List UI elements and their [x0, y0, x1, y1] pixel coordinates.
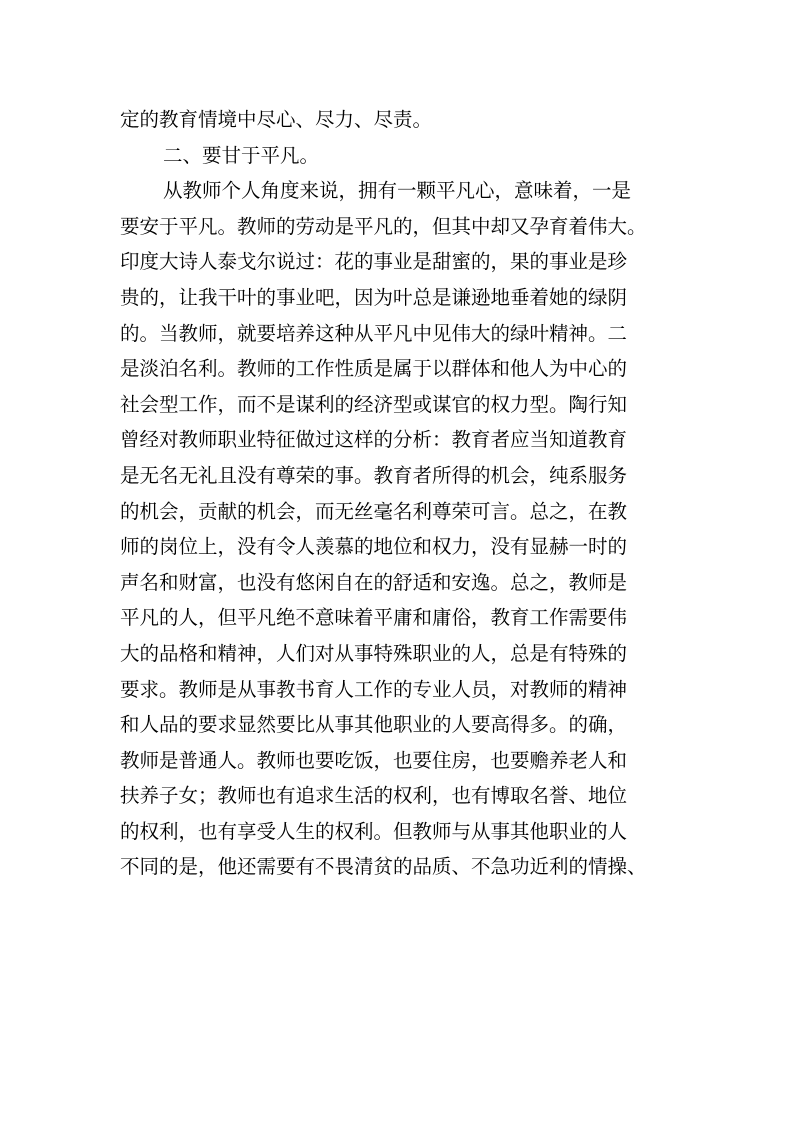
- text-line: 定的教育情境中尽心、尽力、尽责。: [120, 108, 433, 131]
- text-line: 扶养子女；教师也有追求生活的权利，也有博取名誉、地位: [120, 784, 628, 808]
- text-line: 从教师个人角度来说，拥有一颗平凡心，意味着，一是: [163, 179, 632, 203]
- text-line: 曾经对教师职业特征做过这样的分析：教育者应当知道教育: [120, 428, 628, 452]
- text-line: 要求。教师是从事教书育人工作的专业人员，对教师的精神: [120, 677, 628, 701]
- text-line: 的机会，贡献的机会，而无丝毫名利尊荣可言。总之，在教: [120, 499, 628, 523]
- text-line: 师的岗位上，没有令人羡慕的地位和权力，没有显赫一时的: [120, 535, 628, 559]
- text-line: 教师是普通人。教师也要吃饭，也要住房，也要赡养老人和: [120, 748, 628, 772]
- text-line: 社会型工作，而不是谋利的经济型或谋官的权力型。陶行知: [120, 392, 628, 416]
- text-line: 是淡泊名利。教师的工作性质是属于以群体和他人为中心的: [120, 357, 628, 381]
- section-heading: 二、要甘于平凡。: [163, 143, 320, 167]
- body-text: [120, 102, 680, 885]
- text-line: 的。当教师，就要培养这种从平凡中见伟大的绿叶精神。二: [120, 321, 628, 345]
- text-line: 要安于平凡。教师的劳动是平凡的，但其中却又孕育着伟大。: [120, 214, 647, 238]
- text-line: 平凡的人，但平凡绝不意味着平庸和庸俗，教育工作需要伟: [120, 606, 628, 630]
- text-line: 大的品格和精神，人们对从事特殊职业的人，总是有特殊的: [120, 641, 628, 665]
- text-line: 的权利，也有享受人生的权利。但教师与从事其他职业的人: [120, 819, 628, 843]
- text-line: 和人品的要求显然要比从事其他职业的人要高得多。的确，: [120, 713, 628, 737]
- text-line: 不同的是，他还需要有不畏清贫的品质、不急功近利的情操、: [120, 855, 647, 879]
- text-line: 是无名无礼且没有尊荣的事。教育者所得的机会，纯系服务: [120, 463, 628, 487]
- text-line: 贵的，让我干叶的事业吧，因为叶总是谦逊地垂着她的绿阴: [120, 285, 628, 309]
- text-line: 声名和财富，也没有悠闲自在的舒适和安逸。总之，教师是: [120, 570, 628, 594]
- text-line: 印度大诗人泰戈尔说过：花的事业是甜蜜的，果的事业是珍: [120, 250, 628, 274]
